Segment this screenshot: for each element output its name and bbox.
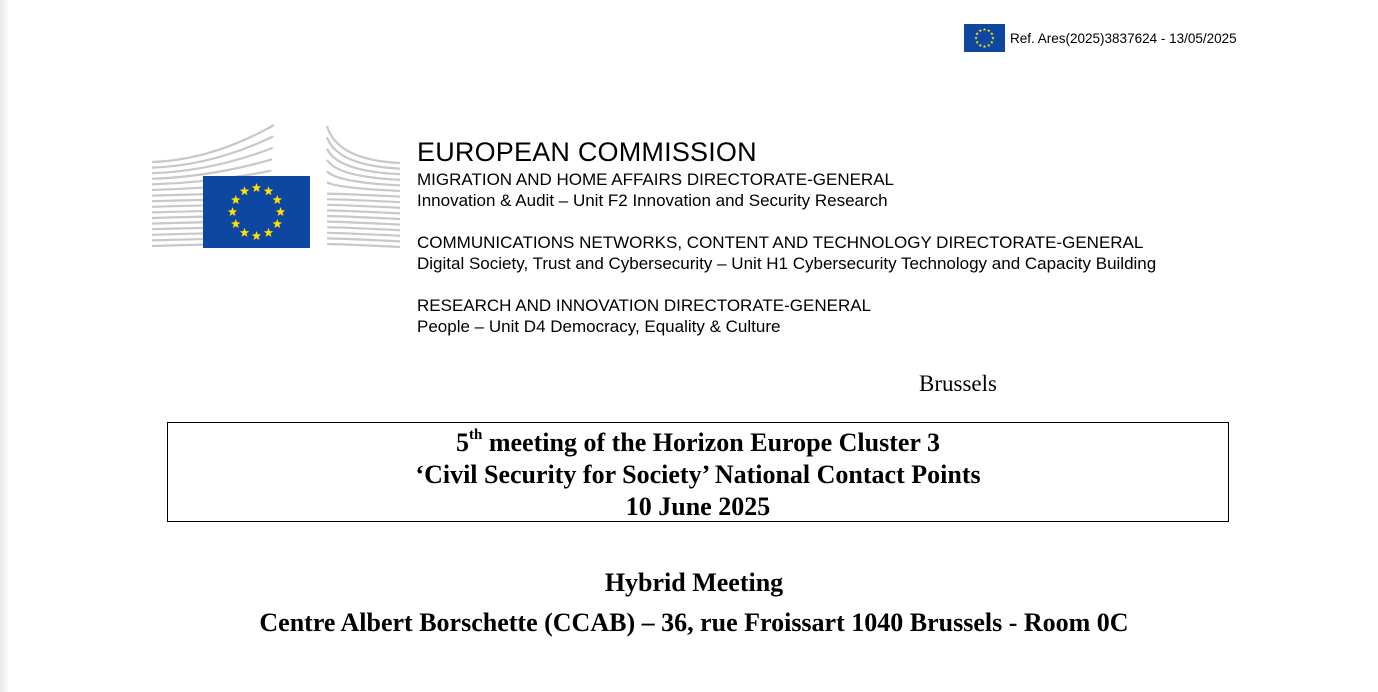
logo-line <box>327 137 400 168</box>
logo-line <box>327 216 400 219</box>
meeting-title-line-1 <box>168 427 1228 459</box>
logo-line <box>327 244 400 247</box>
european-commission-logo <box>152 124 402 250</box>
meeting-title-rest: meeting of the Horizon Europe Cluster 3 <box>482 428 940 457</box>
reference-stamp <box>964 24 1237 52</box>
reference-number: Ref. Ares(2025)3837624 - 13/05/2025 <box>1010 30 1237 46</box>
logo-line <box>152 159 272 179</box>
logo-line <box>327 199 400 202</box>
logo-line <box>327 222 400 225</box>
directorate-communications <box>417 232 1156 274</box>
ordinal-number: 5 <box>456 428 470 457</box>
city-location: Brussels <box>919 371 997 396</box>
logo-line <box>327 194 400 197</box>
directorate-name: MIGRATION AND HOME AFFAIRS DIRECTORATE-GENERAL <box>417 170 895 189</box>
logo-line <box>327 210 400 213</box>
eu-flag-icon <box>964 24 1005 52</box>
directorate-unit: People – Unit D4 Democracy, Equality & Culture <box>417 317 781 336</box>
logo-line <box>327 233 400 236</box>
directorate-migration <box>417 169 1156 211</box>
logo-line <box>327 205 400 208</box>
logo-line <box>327 126 400 163</box>
logo-line <box>327 238 400 241</box>
meeting-title-box <box>167 422 1229 522</box>
meeting-venue: Centre Albert Borschette (CCAB) – 36, rue Froissart 1040 Brussels - Room 0C <box>259 608 1129 637</box>
logo-line <box>327 227 400 230</box>
directorate-name: COMMUNICATIONS NETWORKS, CONTENT AND TECHNOLOGY DIRECTORATE-GENERAL <box>417 233 1144 252</box>
directorate-unit: Digital Society, Trust and Cybersecurity – Unit H1 Cybersecurity Technology and Capacity Building <box>417 254 1157 273</box>
ordinal-suffix: th <box>469 427 483 444</box>
meeting-title-line-2: ‘Civil Security for Society’ National Contact Points <box>415 460 981 489</box>
meeting-type: Hybrid Meeting <box>604 568 784 597</box>
organization-title: EUROPEAN COMMISSION <box>417 137 757 167</box>
logo-line <box>327 182 400 191</box>
directorate-name: RESEARCH AND INNOVATION DIRECTORATE-GENERAL <box>417 296 872 315</box>
letterhead <box>417 135 1156 358</box>
meeting-date: 10 June 2025 <box>625 492 771 521</box>
directorate-unit: Innovation & Audit – Unit F2 Innovation and Security Research <box>417 191 888 210</box>
directorate-research <box>417 295 1156 337</box>
